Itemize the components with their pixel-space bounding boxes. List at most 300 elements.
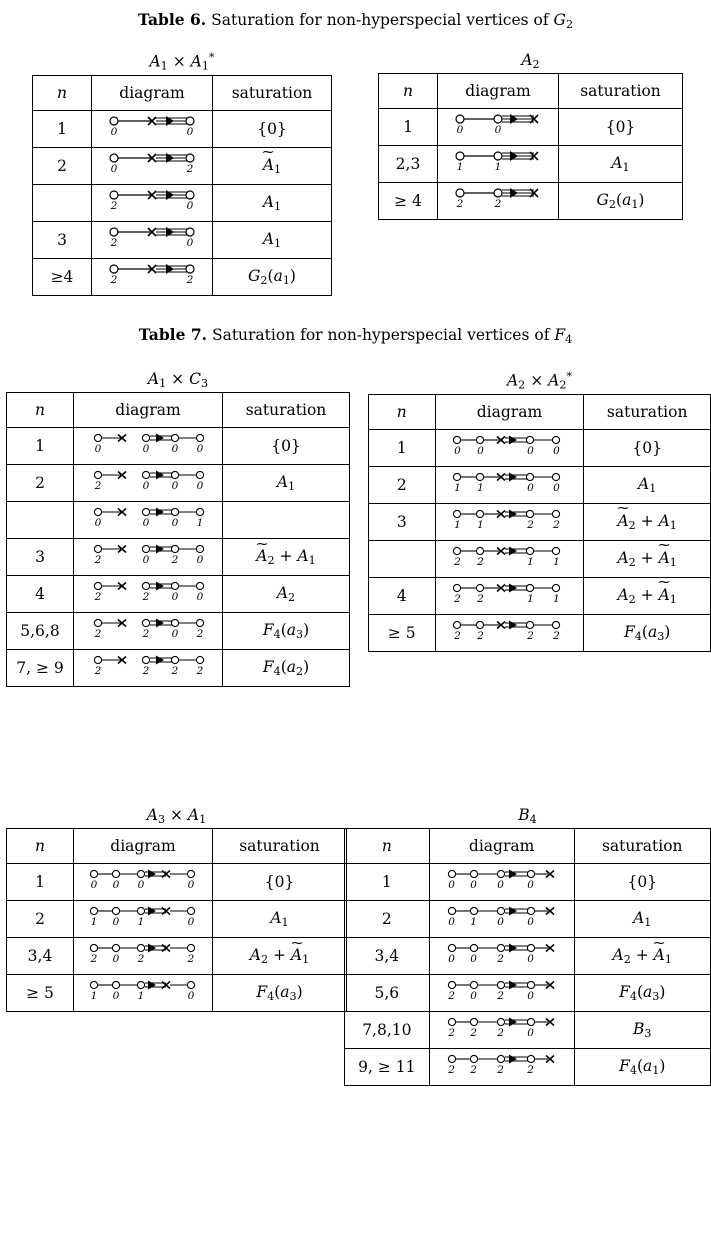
dynkin-f4-diagram [86,615,210,643]
node-label: 0 [477,444,484,457]
cell-n: 1 [7,428,74,465]
diagram-labels [450,161,546,176]
node-label: 2 [110,273,118,286]
cell-saturation: $A_2$ + ~ $A_1$ [584,540,711,577]
table-row [345,864,711,901]
node-label: 0 [448,916,455,929]
node-label: 2 [497,953,504,966]
node-label: 2 [142,591,150,604]
col-saturation: saturation [213,75,332,110]
subtable-title: $B_4$ [518,806,537,827]
node-label: 2 [448,990,455,1003]
cell-diagram [74,938,213,975]
table-row [33,184,332,221]
cell-saturation: {0} [213,864,347,901]
node-label: 2 [94,591,102,604]
node-label: 0 [142,480,150,493]
node-label: 2 [187,953,195,966]
cell-n [7,502,74,539]
cell-diagram [435,503,584,540]
node-label: 0 [448,879,455,892]
cell-saturation: $A_1$ [559,146,683,183]
cell-n [369,540,436,577]
node-label: 2 [142,665,150,678]
cell-n: 3,4 [7,938,74,975]
diagram-labels [86,628,210,643]
node-label: 0 [470,879,477,892]
col-diagram: diagram [429,829,574,864]
node-label: 0 [90,879,98,892]
cell-diagram [429,901,574,938]
table-row [7,428,350,465]
node-label: 2 [454,592,461,605]
node-label: 2 [196,628,204,641]
cell-saturation: $F_4(a_2)$ [223,650,350,687]
diagram-labels [86,480,210,495]
dynkin-g2-diagram [450,148,546,176]
dynkin-f4-diagram [84,866,202,894]
table-b4 [344,828,711,1086]
cell-n: 7,8,10 [345,1012,430,1049]
node-label: 2 [110,236,118,249]
subtable-a2xa2star [368,370,711,652]
dynkin-g2-diagram [104,150,200,178]
node-label: 2 [456,198,464,211]
table-row [369,577,711,614]
node-label: 2 [94,480,102,493]
node-label: 0 [171,517,179,530]
node-label: 1 [456,161,464,174]
dynkin-f4-diagram [84,977,202,1005]
cell-n: 1 [345,864,430,901]
table7-caption [0,325,711,346]
diagram-labels [86,443,210,458]
table7-body-bottom [0,806,711,1166]
cell-saturation: ~ $A_2 + A_1$ [584,503,711,540]
node-label: 0 [142,554,150,567]
cell-saturation: $F_4(a_3)$ [213,975,347,1012]
cell-saturation: $A_2$ [223,576,350,613]
section-spacer [0,790,711,806]
node-label: 2 [477,555,484,568]
node-label: 1 [494,161,502,174]
dynkin-f4-diagram [442,940,562,968]
node-label: 1 [553,592,560,605]
node-label: 2 [497,1027,504,1040]
node-label: 0 [470,990,477,1003]
table-row [379,109,683,146]
dynkin-f4-diagram [86,578,210,606]
cell-n: 7, ≥ 9 [7,650,74,687]
cell-diagram [74,975,213,1012]
diagram-labels [447,444,571,460]
col-diagram: diagram [435,394,584,429]
cell-n: 1 [369,429,436,466]
cell-n: ≥ 5 [369,614,436,651]
node-label: 0 [454,444,461,457]
node-label: 0 [527,953,534,966]
node-label: 2 [448,1027,455,1040]
table-row [345,938,711,975]
cell-diagram [74,428,223,465]
table-a1xa1star [32,75,332,296]
table-row [369,540,711,577]
node-label: 1 [90,916,98,929]
col-saturation: saturation [213,829,347,864]
col-n: n [7,829,74,864]
cell-saturation: $A_1$ [213,184,332,221]
table-a3xa1 [6,828,347,1012]
cell-diagram [74,650,223,687]
table6-caption [0,10,711,31]
cell-saturation: $A_1$ [213,901,347,938]
cell-diagram [92,258,213,295]
node-label: 0 [171,443,179,456]
diagram-labels [447,518,571,534]
node-label: 0 [196,480,204,493]
table-row [33,147,332,184]
node-label: 0 [448,953,455,966]
node-label: 2 [494,198,502,211]
table7-caption-text: Saturation for non-hyperspecial vertices of $F_4$ [211,326,573,347]
col-n: n [7,393,74,428]
cell-n: 2 [7,901,74,938]
cell-n: 1 [33,110,92,147]
cell-saturation: {0} [574,864,710,901]
col-diagram: diagram [74,829,213,864]
cell-n: 4 [369,577,436,614]
node-label: 0 [112,953,120,966]
node-label: 2 [186,273,194,286]
node-label: 2 [477,592,484,605]
diagram-labels [86,591,210,606]
node-label: 0 [527,879,534,892]
dynkin-f4-diagram [447,432,571,460]
table6-caption-label: Table 6. [137,10,207,29]
diagram-labels [447,555,571,571]
subtable-title: $A_3 \times A_1$ [146,806,207,827]
cell-n: 5,6,8 [7,613,74,650]
dynkin-f4-diagram [442,977,562,1005]
table-a2 [378,73,683,220]
diagram-labels [86,665,210,680]
cell-diagram [74,539,223,576]
subtable-a1xc3 [6,370,350,687]
diagram-labels [86,517,210,532]
col-n: n [33,75,92,110]
table-row [345,1049,711,1086]
node-label: 1 [137,990,145,1003]
dynkin-f4-diagram [84,903,202,931]
cell-saturation: $A_1$ [213,221,332,258]
node-label: 0 [527,1027,534,1040]
diagram-labels [442,1064,562,1079]
cell-diagram [429,864,574,901]
table-header-row [7,393,350,428]
dynkin-g2-diagram [104,187,200,215]
cell-saturation: $F_4(a_3)$ [584,614,711,651]
table-row [369,466,711,503]
diagram-labels [442,916,562,931]
table-header-row [345,829,711,864]
diagram-labels [104,199,200,215]
node-label: 1 [470,916,477,929]
cell-diagram [429,1012,574,1049]
cell-saturation: {0} [223,428,350,465]
node-label: 2 [527,629,534,642]
diagram-labels [442,990,562,1005]
cell-diagram [74,613,223,650]
node-label: 2 [477,629,484,642]
col-saturation: saturation [584,394,711,429]
table-row [33,110,332,147]
table-row [369,429,711,466]
node-label: 0 [186,199,194,212]
table-header-row [369,394,711,429]
diagram-labels [104,125,200,141]
table-row [345,901,711,938]
cell-diagram [74,864,213,901]
cell-saturation: $B_3$ [574,1012,710,1049]
cell-saturation: $A_2$ + ~ $A_1$ [213,938,347,975]
node-label: 2 [186,162,194,175]
table-row [7,975,347,1012]
table-row [7,465,350,502]
dynkin-g2-diagram [450,185,546,213]
cell-n [33,184,92,221]
table-header-row [7,829,347,864]
node-label: 0 [171,628,179,641]
table-row [345,975,711,1012]
col-saturation: saturation [559,74,683,109]
cell-diagram [438,146,559,183]
subtable-b4 [344,806,711,1086]
cell-n: 3,4 [345,938,430,975]
node-label: 0 [196,591,204,604]
cell-diagram [74,465,223,502]
cell-diagram [438,183,559,220]
table-row [7,938,347,975]
dynkin-f4-diagram [447,506,571,534]
cell-saturation: $A_1$ [574,901,710,938]
node-label: 0 [112,916,120,929]
cell-diagram [435,429,584,466]
diagram-labels [442,953,562,968]
cell-diagram [92,184,213,221]
node-label: 1 [553,555,560,568]
node-label: 0 [171,591,179,604]
dynkin-f4-diagram [447,543,571,571]
cell-saturation: $F_4(a_3)$ [574,975,710,1012]
node-label: 2 [454,555,461,568]
node-label: 2 [137,953,145,966]
cell-n: 2 [345,901,430,938]
col-diagram: diagram [438,74,559,109]
node-label: 0 [112,990,120,1003]
cell-diagram [92,110,213,147]
node-label: 0 [110,162,118,175]
cell-saturation: $G_2(a_1)$ [559,183,683,220]
subtable-title: $A_1 \times A_1^*$ [149,51,215,73]
cell-n: 5,6 [345,975,430,1012]
table-row [7,613,350,650]
node-label: 0 [137,879,145,892]
node-label: 2 [553,629,560,642]
diagram-labels [104,162,200,178]
table-row [7,576,350,613]
dynkin-g2-diagram [104,224,200,252]
node-label: 2 [527,1064,534,1077]
node-label: 0 [171,480,179,493]
node-label: 1 [137,916,145,929]
table-header-row [33,75,332,110]
col-n: n [345,829,430,864]
node-label: 0 [553,444,560,457]
diagram-labels [447,629,571,645]
node-label: 1 [477,518,484,531]
node-label: 2 [196,665,204,678]
diagram-labels [442,879,562,894]
node-label: 2 [527,518,534,531]
col-saturation: saturation [574,829,710,864]
cell-diagram [435,614,584,651]
table-row [369,503,711,540]
diagram-labels [450,198,546,213]
dynkin-g2-diagram [104,113,200,141]
node-label: 2 [94,628,102,641]
cell-diagram [435,466,584,503]
col-diagram: diagram [74,393,223,428]
dynkin-g2-diagram [104,261,200,289]
dynkin-f4-diagram [84,940,202,968]
node-label: 0 [187,916,195,929]
node-label: 1 [454,481,461,494]
subtable-title: $A_2 \times A_2^*$ [506,370,573,392]
node-label: 1 [527,555,534,568]
diagram-labels [84,879,202,894]
table6-body [0,51,711,291]
node-label: 2 [553,518,560,531]
node-label: 0 [142,517,150,530]
table-header-row [379,74,683,109]
table-row [7,502,350,539]
cell-saturation: $A_1$ [584,466,711,503]
table-row [369,614,711,651]
cell-diagram [92,147,213,184]
node-label: 2 [171,554,179,567]
subtable-a1xa1star [32,51,332,296]
table-a1xc3 [6,392,350,687]
cell-n: 1 [7,864,74,901]
node-label: 0 [110,125,118,138]
node-label: 0 [456,124,464,137]
cell-n: ≥ 5 [7,975,74,1012]
cell-n: 2 [7,465,74,502]
table7-body-top [0,370,711,790]
table-row [379,183,683,220]
cell-n: ≥4 [33,258,92,295]
dynkin-f4-diagram [442,866,562,894]
node-label: 2 [94,554,102,567]
diagram-labels [447,481,571,497]
node-label: 2 [497,1064,504,1077]
node-label: 0 [470,953,477,966]
cell-saturation: $F_4(a_3)$ [223,613,350,650]
node-label: 0 [527,481,534,494]
cell-diagram [429,975,574,1012]
subtable-a3xa1 [6,806,347,1012]
dynkin-f4-diagram [447,580,571,608]
diagram-labels [86,554,210,569]
node-label: 0 [94,443,102,456]
cell-saturation: $G_2(a_1)$ [213,258,332,295]
node-label: 0 [527,916,534,929]
dynkin-f4-diagram [442,903,562,931]
diagram-labels [442,1027,562,1042]
table-row [33,221,332,258]
diagram-labels [84,953,202,968]
cell-saturation: {0} [213,110,332,147]
node-label: 0 [186,125,194,138]
dynkin-f4-diagram [86,504,210,532]
node-label: 0 [497,879,504,892]
node-label: 0 [553,481,560,494]
col-n: n [369,394,436,429]
table-a2xa2star [368,394,711,652]
diagram-labels [84,916,202,931]
cell-n: 9, ≥ 11 [345,1049,430,1086]
node-label: 1 [527,592,534,605]
table6-caption-text: Saturation for non-hyperspecial vertices of $G_2$ [211,11,574,32]
cell-n: 2 [369,466,436,503]
node-label: 2 [142,628,150,641]
dynkin-f4-diagram [442,1051,562,1079]
subtable-title: $A_1 \times C_3$ [147,370,209,391]
node-label: 0 [527,990,534,1003]
cell-diagram [92,221,213,258]
table-row [7,901,347,938]
cell-diagram [74,502,223,539]
node-label: 0 [196,554,204,567]
cell-n: 3 [33,221,92,258]
cell-n: 1 [379,109,438,146]
cell-n: 4 [7,576,74,613]
cell-diagram [429,1049,574,1086]
node-label: 0 [186,236,194,249]
cell-saturation: ~ $A_2 + A_1$ [223,539,350,576]
cell-saturation: {0} [584,429,711,466]
node-label: 2 [110,199,118,212]
dynkin-f4-diagram [86,430,210,458]
node-label: 0 [196,443,204,456]
cell-n: 3 [369,503,436,540]
node-label: 1 [196,517,204,530]
cell-saturation [223,502,350,539]
cell-saturation: $A_1$ [223,465,350,502]
table-row [7,864,347,901]
cell-diagram [435,540,584,577]
dynkin-f4-diagram [86,467,210,495]
cell-diagram [74,576,223,613]
node-label: 0 [187,990,195,1003]
node-label: 0 [94,517,102,530]
cell-diagram [74,901,213,938]
cell-saturation: $F_4(a_1)$ [574,1049,710,1086]
table-row [345,1012,711,1049]
dynkin-f4-diagram [447,617,571,645]
node-label: 2 [94,665,102,678]
cell-n: 2 [33,147,92,184]
